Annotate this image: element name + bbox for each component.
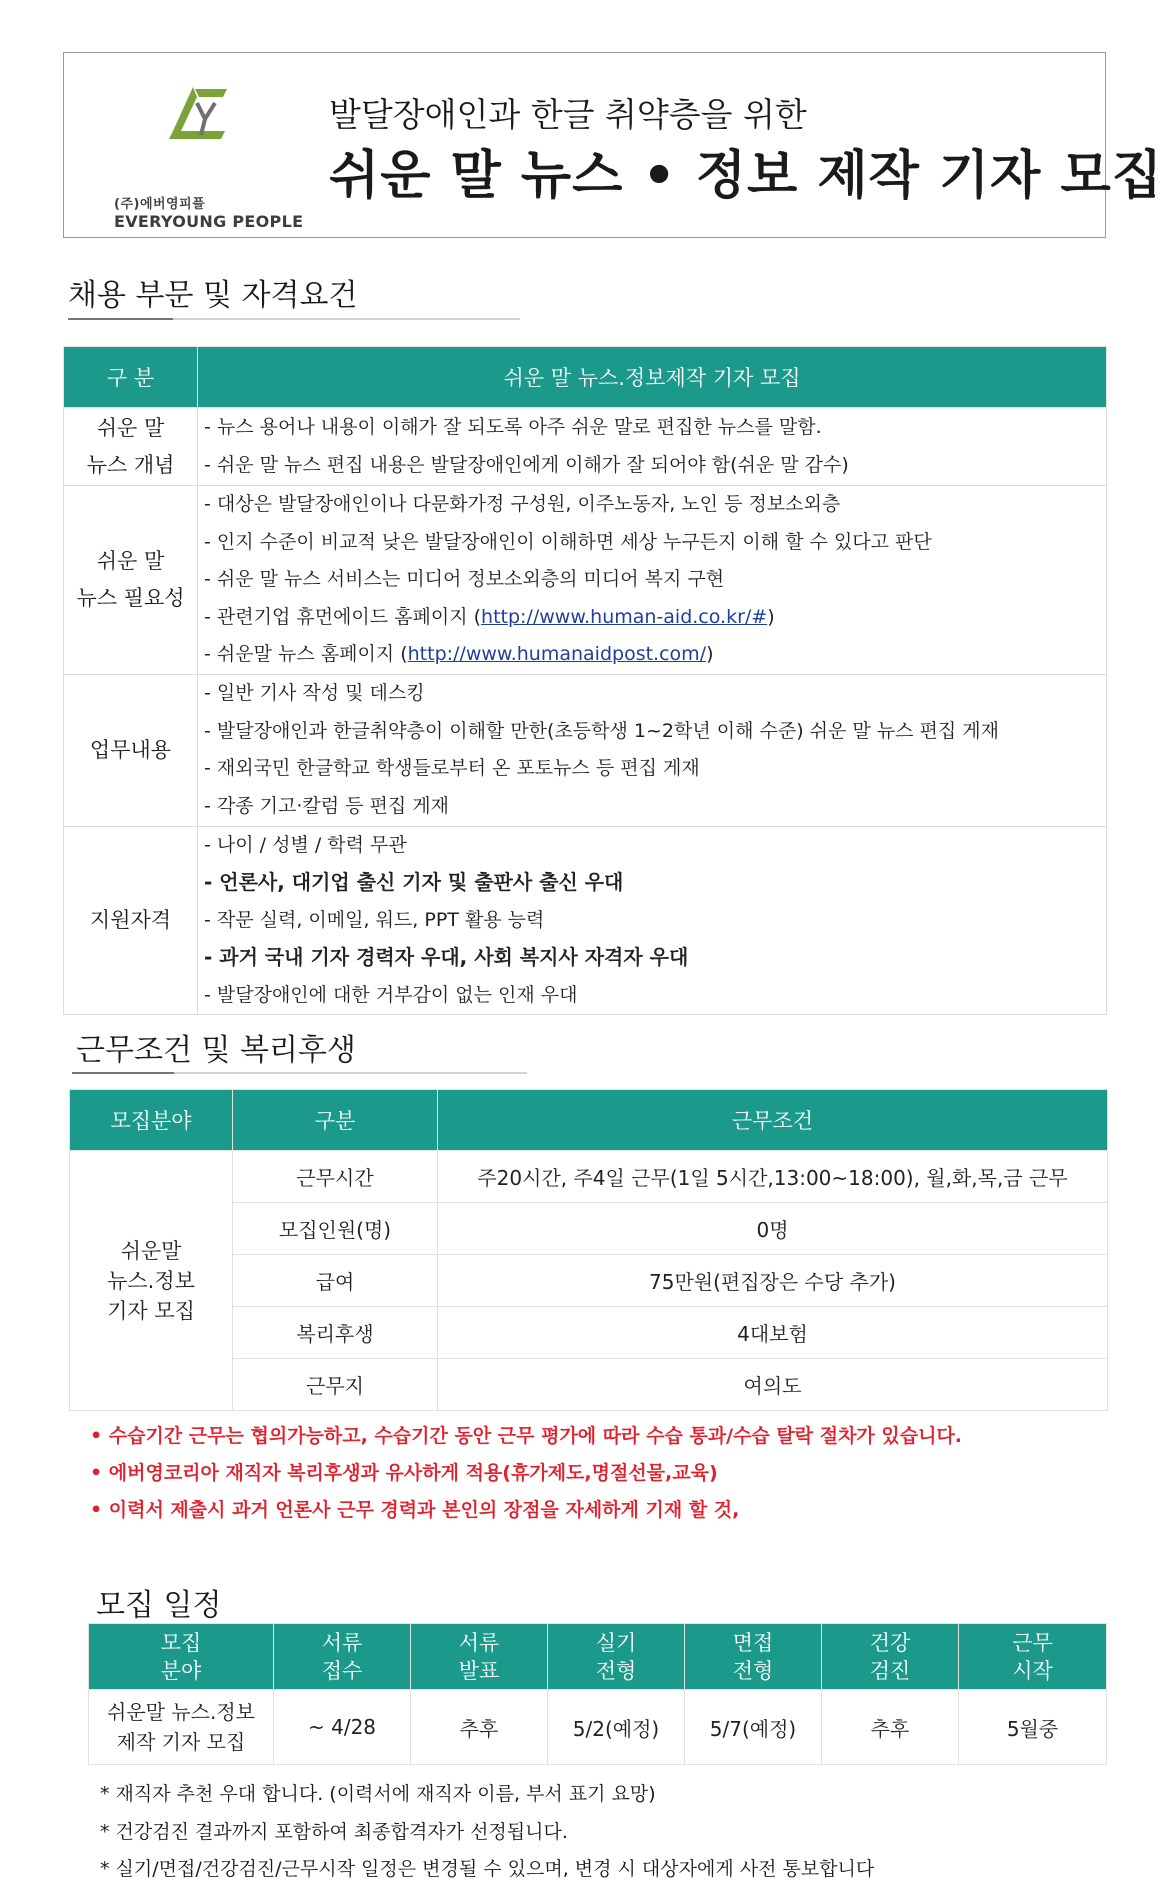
conditions-table bbox=[69, 1089, 1108, 1411]
condition-value: 주20시간, 주4일 근무(1일 5시간,13:00~18:00), 월,화,목,금 근무 bbox=[438, 1151, 1108, 1203]
table-row bbox=[89, 1690, 1107, 1765]
schedule-header: 서류 접수 bbox=[274, 1624, 411, 1690]
schedule-notes bbox=[100, 1776, 874, 1889]
schedule-value: 추후 bbox=[411, 1690, 548, 1765]
schedule-value: 5/2(예정) bbox=[548, 1690, 685, 1765]
header-title: 쉬운 말 뉴스 • 정보 제작 기자 모집 bbox=[329, 146, 1163, 206]
table-header-condition: 근무조건 bbox=[438, 1090, 1108, 1151]
table-header-category: 구분 bbox=[233, 1090, 438, 1151]
section-title-requirements: 채용 부문 및 자격요건 bbox=[68, 278, 358, 313]
note-item: • 이력서 제출시 과거 언론사 근무 경력과 본인의 장점을 자세하게 기재 할 것, bbox=[90, 1499, 740, 1521]
section-title-schedule: 모집 일정 bbox=[96, 1588, 222, 1623]
requirements-table bbox=[63, 346, 1107, 1015]
row-key: 쉬운 말 뉴스 필요성 bbox=[64, 486, 198, 675]
schedule-value: 추후 bbox=[822, 1690, 959, 1765]
note-item: * 실기/면접/건강검진/근무시작 일정은 변경될 수 있으며, 변경 시 대상자에게 사전 통보합니다 bbox=[100, 1858, 875, 1880]
note-item: * 재직자 추천 우대 합니다. (이력서에 재직자 이름, 부서 표기 요망) bbox=[100, 1783, 656, 1805]
conditions-notes bbox=[90, 1418, 962, 1529]
human-aid-homepage-link[interactable]: http://www.human-aid.co.kr/# bbox=[481, 605, 768, 628]
condition-value: 0명 bbox=[438, 1203, 1108, 1255]
table-header-field: 모집분야 bbox=[70, 1090, 233, 1151]
condition-label: 급여 bbox=[233, 1255, 438, 1307]
condition-label: 근무지 bbox=[233, 1359, 438, 1411]
schedule-value: ~ 4/28 bbox=[274, 1690, 411, 1765]
section-title-conditions: 근무조건 및 복리후생 bbox=[76, 1033, 356, 1068]
table-row bbox=[70, 1151, 1108, 1203]
row-key: 쉬운 말 뉴스 개념 bbox=[64, 408, 198, 486]
schedule-value: 5/7(예정) bbox=[685, 1690, 822, 1765]
header-subtitle: 발달장애인과 한글 취약층을 위한 bbox=[329, 95, 807, 134]
section-divider bbox=[68, 318, 520, 320]
row-key: 지원자격 bbox=[64, 826, 198, 1015]
schedule-table bbox=[88, 1623, 1107, 1765]
note-item: * 건강검진 결과까지 포함하여 최종합격자가 선정됩니다. bbox=[100, 1820, 568, 1843]
schedule-header: 서류 발표 bbox=[411, 1624, 548, 1690]
condition-label: 근무시간 bbox=[233, 1151, 438, 1203]
row-value: - 일반 기사 작성 및 데스킹 - 발달장애인과 한글취약층이 이해할 만한(초등학생 1~2학년 이해 수준) 쉬운 말 뉴스 편집 게재 - 재외국민 한글학교 학생들로부터 온 포토뉴스 등 편집 게재 - 각종 기고·칼럼 등 편집 게재 bbox=[198, 674, 1107, 826]
table-row bbox=[64, 486, 1107, 675]
condition-label: 모집인원(명) bbox=[233, 1203, 438, 1255]
table-header-position: 쉬운 말 뉴스.정보제작 기자 모집 bbox=[198, 347, 1107, 408]
schedule-field: 쉬운말 뉴스.정보 제작 기자 모집 bbox=[89, 1690, 274, 1765]
logo-korean-text: (주)에버영피플 bbox=[114, 197, 206, 212]
condition-label: 복리후생 bbox=[233, 1307, 438, 1359]
note-item: • 에버영코리아 재직자 복리후생과 유사하게 적용(휴가제도,명절선물,교육) bbox=[90, 1462, 718, 1484]
section-divider bbox=[72, 1072, 527, 1074]
schedule-header: 건강 검진 bbox=[822, 1624, 959, 1690]
row-value: - 나이 / 성별 / 학력 무관 - 언론사, 대기업 출신 기자 및 출판사 출신 우대 - 작문 실력, 이메일, 워드, PPT 활용 능력 - 과거 국내 기자 경력자 우대, 사회 복지사 자격자 우대 - 발달장애인에 대한 거부감이 없는 인재 우대 bbox=[198, 826, 1107, 1015]
schedule-header: 실기 전형 bbox=[548, 1624, 685, 1690]
schedule-value: 5월중 bbox=[959, 1690, 1107, 1765]
condition-value: 여의도 bbox=[438, 1359, 1108, 1411]
condition-value: 75만원(편집장은 수당 추가) bbox=[438, 1255, 1108, 1307]
everyoung-logo-icon bbox=[159, 79, 239, 151]
table-row bbox=[64, 826, 1107, 1015]
condition-value: 4대보험 bbox=[438, 1307, 1108, 1359]
schedule-header: 면접 전형 bbox=[685, 1624, 822, 1690]
logo-english-text: EVERYOUNG PEOPLE bbox=[114, 212, 304, 231]
table-header-category: 구 분 bbox=[64, 347, 198, 408]
header-box bbox=[63, 52, 1163, 238]
table-row bbox=[64, 674, 1107, 826]
table-row bbox=[64, 408, 1107, 486]
note-item: • 수습기간 근무는 협의가능하고, 수습기간 동안 근무 평가에 따라 수습 통과/수습 탈락 절차가 있습니다. bbox=[90, 1425, 963, 1447]
schedule-header: 근무 시작 bbox=[959, 1624, 1107, 1690]
schedule-header: 모집 분야 bbox=[89, 1624, 274, 1690]
row-value: - 뉴스 용어나 내용이 이해가 잘 되도록 아주 쉬운 말로 편집한 뉴스를 말함. - 쉬운 말 뉴스 편집 내용은 발달장애인에게 이해가 잘 되어야 함(쉬운 말 감수) bbox=[198, 408, 1107, 486]
humanaidpost-homepage-link[interactable]: http://www.humanaidpost.com/ bbox=[407, 643, 707, 665]
recruit-field-cell: 쉬운말 뉴스.정보 기자 모집 bbox=[70, 1151, 233, 1411]
row-value: - 대상은 발달장애인이나 다문화가정 구성원, 이주노동자, 노인 등 정보소외층 - 인지 수준이 비교적 낮은 발달장애인이 이해하면 세상 누구든지 이해 할 수 있다고 판단 - 쉬운 말 뉴스 서비스는 미디어 정보소외층의 미디어 복지 구현 - 관련기업 휴먼에이드 홈페이지 (http://www.human-aid.co.kr/#) - 쉬운말 뉴스 홈페이지 (http://www.humanaidpost.com/) bbox=[198, 486, 1107, 675]
row-key: 업무내용 bbox=[64, 674, 198, 826]
company-logo bbox=[104, 79, 309, 231]
